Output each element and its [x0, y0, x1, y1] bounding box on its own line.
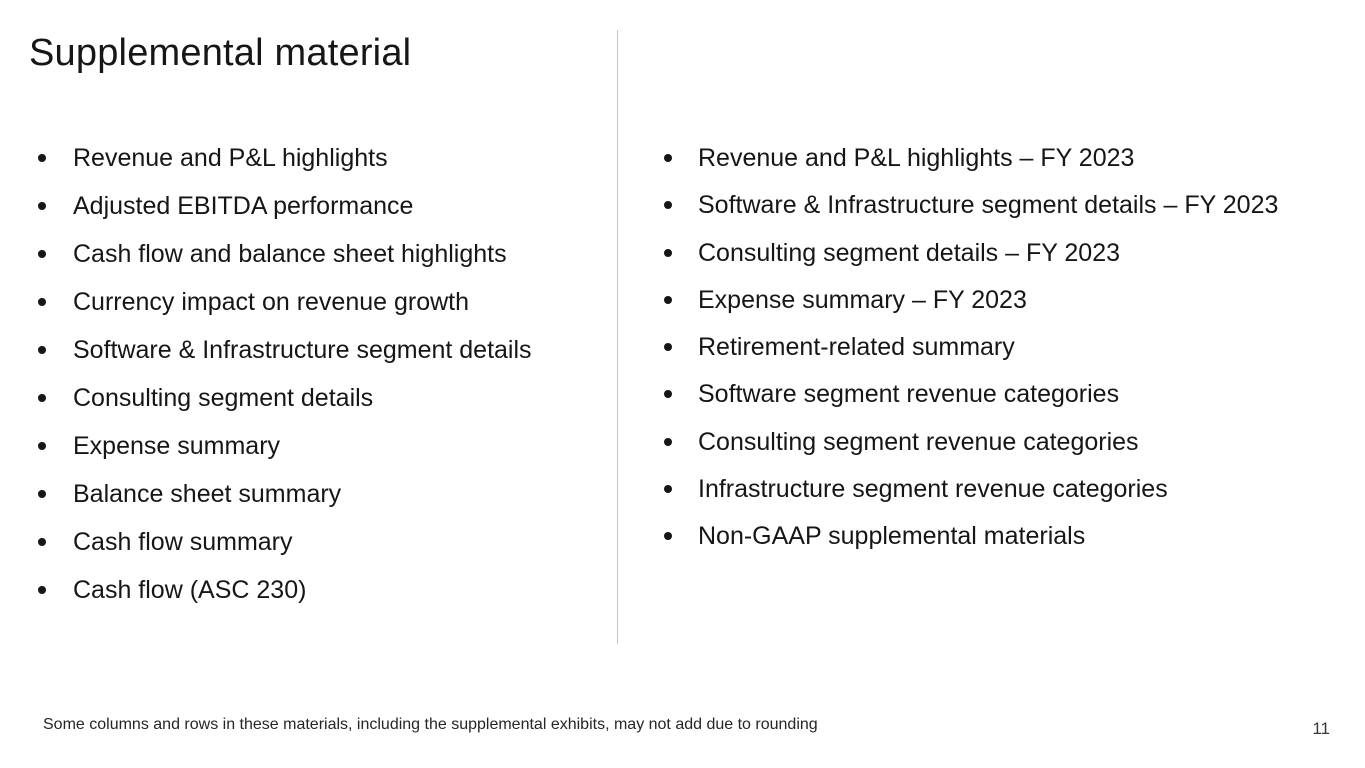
bullet-icon	[38, 394, 46, 402]
bullet-icon	[664, 154, 672, 162]
list-item-text: Cash flow (ASC 230)	[73, 576, 307, 604]
list-item	[38, 383, 532, 431]
bullet-icon	[38, 442, 46, 450]
list-item	[38, 527, 532, 575]
list-item-text: Consulting segment revenue categories	[698, 427, 1139, 456]
list-item	[664, 521, 1278, 568]
list-item-text: Cash flow and balance sheet highlights	[73, 240, 507, 268]
bullet-icon	[664, 438, 672, 446]
list-item	[38, 575, 532, 623]
list-item	[38, 143, 532, 191]
left-bullet-list	[38, 143, 532, 623]
bullet-icon	[38, 586, 46, 594]
list-item-text: Balance sheet summary	[73, 480, 342, 508]
list-item-text: Consulting segment details – FY 2023	[698, 238, 1121, 267]
list-item-text: Cash flow summary	[73, 528, 293, 556]
list-item-text: Currency impact on revenue growth	[73, 288, 470, 316]
bullet-icon	[38, 202, 46, 210]
list-item	[664, 379, 1278, 426]
bullet-icon	[38, 538, 46, 546]
list-item-text: Software & Infrastructure segment details	[73, 336, 532, 364]
column-divider	[617, 30, 618, 644]
list-item-text: Non-GAAP supplemental materials	[698, 522, 1086, 551]
right-bullet-list	[664, 143, 1278, 569]
list-item-text: Expense summary – FY 2023	[698, 285, 1027, 314]
page-number: 11	[1312, 719, 1330, 738]
list-item	[38, 191, 532, 239]
list-item	[664, 238, 1278, 285]
list-item-text: Adjusted EBITDA performance	[73, 192, 414, 220]
bullet-icon	[38, 154, 46, 162]
list-item	[38, 335, 532, 383]
bullet-icon	[38, 346, 46, 354]
bullet-icon	[38, 298, 46, 306]
list-item	[664, 332, 1278, 379]
bullet-icon	[38, 250, 46, 258]
bullet-icon	[664, 249, 672, 257]
list-item-text: Retirement-related summary	[698, 333, 1015, 362]
list-item	[664, 285, 1278, 332]
list-item	[38, 239, 532, 287]
list-item	[664, 427, 1278, 474]
list-item	[664, 143, 1278, 190]
list-item-text: Infrastructure segment revenue categories	[698, 475, 1168, 504]
list-item	[38, 431, 532, 479]
list-item-text: Revenue and P&L highlights – FY 2023	[698, 144, 1135, 172]
list-item	[664, 190, 1278, 237]
list-item-text: Software & Infrastructure segment details – FY 2023	[698, 191, 1279, 220]
bullet-icon	[38, 490, 46, 498]
list-item-text: Revenue and P&L highlights	[73, 144, 388, 172]
list-item	[664, 474, 1278, 521]
bullet-icon	[664, 296, 672, 304]
page-title: Supplemental material	[29, 32, 412, 74]
list-item	[38, 479, 532, 527]
list-item	[38, 287, 532, 335]
list-item-text: Expense summary	[73, 432, 281, 460]
footnote: Some columns and rows in these materials, including the supplemental exhibits, may not add due to rounding	[43, 716, 818, 733]
list-item-text: Consulting segment details	[73, 384, 374, 412]
list-item-text: Software segment revenue categories	[698, 380, 1120, 409]
